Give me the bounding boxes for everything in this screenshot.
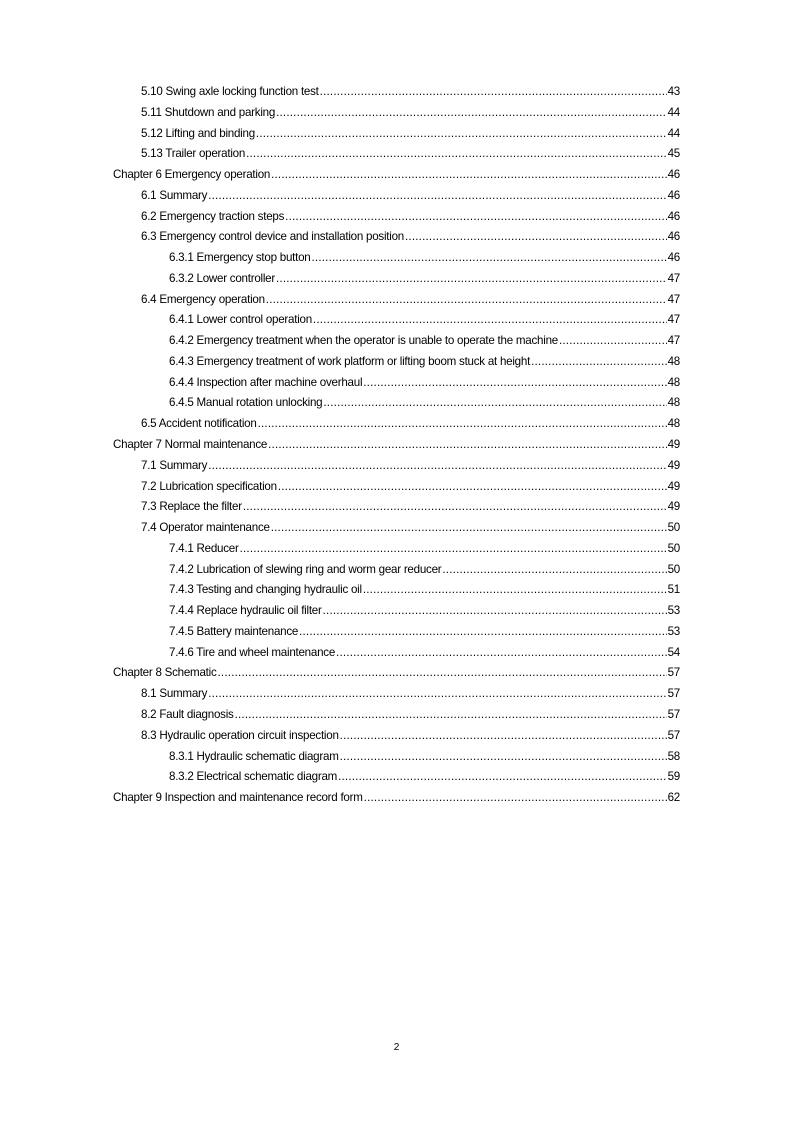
toc-entry-page: 45 (667, 147, 680, 161)
toc-entry-title: 6.3.2 Lower controller (169, 271, 275, 285)
toc-dot-leader (313, 310, 667, 331)
toc-entry[interactable] (113, 456, 680, 477)
toc-dot-leader (299, 622, 667, 643)
toc-entry-page: 46 (667, 209, 680, 223)
toc-entry-page: 49 (667, 438, 680, 452)
toc-entry[interactable] (113, 580, 680, 601)
toc-entry-page: 44 (667, 126, 680, 140)
toc-entry-title: 8.3.1 Hydraulic schematic diagram (169, 749, 339, 763)
toc-dot-leader (323, 601, 667, 622)
toc-entry-page: 49 (667, 479, 680, 493)
toc-entry-title: 7.4.5 Battery maintenance (169, 624, 299, 638)
toc-entry-page: 48 (667, 396, 680, 410)
toc-entry-page: 50 (667, 562, 680, 576)
toc-entry[interactable] (113, 643, 680, 664)
toc-entry-title: 6.5 Accident notification (141, 417, 257, 431)
toc-entry-page: 57 (667, 666, 680, 680)
toc-entry-title: 5.13 Trailer operation (141, 147, 246, 161)
toc-entry-page: 48 (667, 354, 680, 368)
toc-entry[interactable] (113, 767, 680, 788)
toc-dot-leader (276, 269, 667, 290)
toc-entry-page: 49 (667, 458, 680, 472)
toc-dot-leader (240, 539, 667, 560)
toc-dot-leader (363, 580, 667, 601)
toc-dot-leader (218, 663, 667, 684)
toc-entry-page: 48 (667, 375, 680, 389)
toc-dot-leader (276, 103, 667, 124)
toc-entry[interactable] (113, 622, 680, 643)
toc-entry[interactable] (113, 393, 680, 414)
toc-dot-leader (559, 331, 667, 352)
toc-entry[interactable] (113, 144, 680, 165)
toc-entry[interactable] (113, 227, 680, 248)
toc-entry[interactable] (113, 477, 680, 498)
toc-entry[interactable] (113, 560, 680, 581)
toc-entry-page: 43 (667, 85, 680, 98)
toc-dot-leader (442, 560, 666, 581)
toc-entry[interactable] (113, 788, 680, 809)
toc-entry[interactable] (113, 352, 680, 373)
toc-dot-leader (405, 227, 667, 248)
toc-dot-leader (246, 144, 667, 165)
toc-entry-page: 49 (667, 500, 680, 514)
toc-entry-page: 47 (667, 271, 680, 285)
toc-entry-title: 6.3.1 Emergency stop button (169, 251, 311, 265)
toc-entry[interactable] (113, 435, 680, 456)
toc-entry[interactable] (113, 747, 680, 768)
toc-dot-leader (268, 435, 666, 456)
toc-dot-leader (338, 767, 667, 788)
toc-entry-title: 8.2 Fault diagnosis (141, 707, 234, 721)
toc-entry[interactable] (113, 539, 680, 560)
toc-entry-title: 7.4.6 Tire and wheel maintenance (169, 645, 336, 659)
toc-entry[interactable] (113, 290, 680, 311)
toc-entry-title: 6.4.2 Emergency treatment when the operator is unable to operate the machine (169, 334, 558, 348)
toc-entry-page: 47 (667, 292, 680, 306)
toc-dot-leader (256, 124, 667, 145)
toc-entry[interactable] (113, 331, 680, 352)
toc-entry[interactable] (113, 82, 680, 103)
toc-entry-page: 47 (667, 334, 680, 348)
toc-entry-title: 5.12 Lifting and binding (141, 126, 255, 140)
toc-entry-page: 62 (667, 791, 680, 805)
toc-dot-leader (208, 186, 666, 207)
toc-entry-title: 6.4.5 Manual rotation unlocking (169, 396, 323, 410)
toc-dot-leader (258, 414, 667, 435)
toc-entry-page: 50 (667, 521, 680, 535)
toc-entry-title: 7.4.3 Testing and changing hydraulic oil (169, 583, 362, 597)
toc-entry-page: 57 (667, 728, 680, 742)
toc-dot-leader (320, 82, 667, 103)
toc-entry[interactable] (113, 684, 680, 705)
toc-entry-page: 58 (667, 749, 680, 763)
toc-entry-title: Chapter 7 Normal maintenance (113, 438, 268, 452)
toc-entry[interactable] (113, 310, 680, 331)
toc-entry-title: 6.2 Emergency traction steps (141, 209, 285, 223)
toc-entry-title: Chapter 6 Emergency operation (113, 168, 271, 182)
toc-entry-title: 8.1 Summary (141, 687, 208, 701)
toc-dot-leader (266, 290, 667, 311)
toc-entry-title: 7.4.4 Replace hydraulic oil filter (169, 604, 322, 618)
toc-entry-title: 7.2 Lubrication specification (141, 479, 277, 493)
toc-entry-title: Chapter 8 Schematic (113, 666, 217, 680)
toc-entry-page: 46 (667, 230, 680, 244)
toc-entry-title: 8.3.2 Electrical schematic diagram (169, 770, 338, 784)
toc-entry[interactable] (113, 414, 680, 435)
toc-dot-leader (363, 373, 666, 394)
toc-entry-title: 6.3 Emergency control device and installation position (141, 230, 404, 244)
toc-dot-leader (336, 643, 667, 664)
toc-dot-leader (340, 726, 667, 747)
toc-entry[interactable] (113, 165, 680, 186)
toc-entry[interactable] (113, 497, 680, 518)
toc-entry[interactable] (113, 269, 680, 290)
toc-entry-page: 57 (667, 707, 680, 721)
toc-entry-title: 6.1 Summary (141, 188, 208, 202)
toc-dot-leader (531, 352, 667, 373)
toc-entry-title: 6.4.1 Lower control operation (169, 313, 312, 327)
toc-dot-leader (323, 393, 666, 414)
toc-entry-title: 5.10 Swing axle locking function test (141, 85, 319, 98)
toc-dot-leader (364, 788, 667, 809)
toc-entry-page: 46 (667, 168, 680, 182)
toc-dot-leader (340, 747, 667, 768)
toc-entry-title: Chapter 9 Inspection and maintenance record form (113, 791, 363, 805)
toc-dot-leader (271, 165, 667, 186)
toc-dot-leader (208, 456, 666, 477)
page-number: 2 (393, 1042, 400, 1053)
toc-dot-leader (285, 207, 666, 228)
toc-entry[interactable] (113, 103, 680, 124)
toc-entry-page: 46 (667, 188, 680, 202)
toc-entry-title: 7.4.1 Reducer (169, 541, 239, 555)
toc-entry[interactable] (113, 705, 680, 726)
toc-entry[interactable] (113, 663, 680, 684)
toc-entry-title: 6.4.3 Emergency treatment of work platform or lifting boom stuck at height (169, 354, 531, 368)
toc-entry-page: 59 (667, 770, 680, 784)
toc-entry-page: 46 (667, 251, 680, 265)
toc-entry-title: 7.4 Operator maintenance (141, 521, 270, 535)
toc-entry-page: 54 (667, 645, 680, 659)
toc-dot-leader (235, 705, 667, 726)
toc-entry-page: 48 (667, 417, 680, 431)
toc-entry-page: 47 (667, 313, 680, 327)
toc-entry-title: 7.4.2 Lubrication of slewing ring and worm gear reducer (169, 562, 442, 576)
toc-entry-page: 44 (667, 105, 680, 119)
toc-entry-title: 6.4 Emergency operation (141, 292, 265, 306)
toc-entry-page: 51 (667, 583, 680, 597)
toc-entry-page: 57 (667, 687, 680, 701)
toc-entry-page: 50 (667, 541, 680, 555)
toc-entry[interactable] (113, 726, 680, 747)
toc-entry[interactable] (113, 186, 680, 207)
toc-entry[interactable] (113, 518, 680, 539)
toc-dot-leader (311, 248, 666, 269)
toc-entry[interactable] (113, 373, 680, 394)
toc-entry[interactable] (113, 207, 680, 228)
toc-entry[interactable] (113, 601, 680, 622)
toc-entry-title: 6.4.4 Inspection after machine overhaul (169, 375, 363, 389)
toc-entry[interactable] (113, 248, 680, 269)
toc-entry-title: 8.3 Hydraulic operation circuit inspection (141, 728, 339, 742)
toc-dot-leader (278, 477, 667, 498)
toc-entry-page: 53 (667, 624, 680, 638)
table-of-contents (113, 82, 680, 809)
toc-dot-leader (271, 518, 667, 539)
toc-entry-title: 5.11 Shutdown and parking (141, 105, 276, 119)
toc-entry-title: 7.1 Summary (141, 458, 208, 472)
toc-entry[interactable] (113, 124, 680, 145)
toc-dot-leader (208, 684, 666, 705)
toc-entry-page: 53 (667, 604, 680, 618)
toc-entry-title: 7.3 Replace the filter (141, 500, 242, 514)
toc-dot-leader (243, 497, 667, 518)
